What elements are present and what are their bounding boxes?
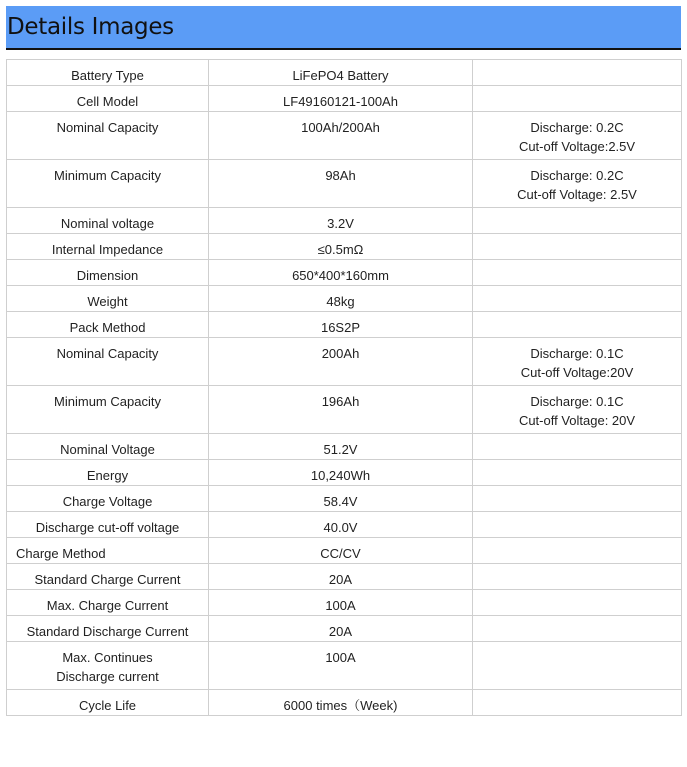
spec-label: Minimum Capacity <box>7 386 209 434</box>
note-line-discharge: Discharge: 0.2C <box>530 168 624 183</box>
spec-label: Charge Voltage <box>7 486 209 512</box>
spec-note <box>473 590 682 616</box>
spec-value: CC/CV <box>209 538 473 564</box>
spec-label: Nominal Capacity <box>7 338 209 386</box>
spec-value: 10,240Wh <box>209 460 473 486</box>
spec-label <box>7 642 209 690</box>
spec-value: 40.0V <box>209 512 473 538</box>
spec-note <box>473 460 682 486</box>
spec-label: Standard Charge Current <box>7 564 209 590</box>
spec-note <box>473 616 682 642</box>
spec-note <box>473 260 682 286</box>
spec-note <box>473 234 682 260</box>
spec-label: Nominal voltage <box>7 208 209 234</box>
spec-label: Minimum Capacity <box>7 160 209 208</box>
table-row-minimum-capacity-pack <box>7 386 682 434</box>
table-row-max-charge-current <box>7 590 682 616</box>
spec-note <box>473 690 682 716</box>
spec-note <box>473 486 682 512</box>
spec-value: 6000 times（Week) <box>209 690 473 716</box>
spec-value: 51.2V <box>209 434 473 460</box>
spec-value: ≤0.5mΩ <box>209 234 473 260</box>
spec-label: Internal Impedance <box>7 234 209 260</box>
spec-value: 58.4V <box>209 486 473 512</box>
section-title: Details Images <box>7 14 174 40</box>
spec-note <box>473 160 682 208</box>
spec-label: Weight <box>7 286 209 312</box>
table-row-energy <box>7 460 682 486</box>
table-row-internal-impedance <box>7 234 682 260</box>
section-header <box>6 6 681 50</box>
spec-value: 98Ah <box>209 160 473 208</box>
table-row-cycle-life <box>7 690 682 716</box>
spec-value: 196Ah <box>209 386 473 434</box>
table-row-nominal-voltage-cell <box>7 208 682 234</box>
spec-label: Charge Method <box>7 538 209 564</box>
spec-note <box>473 208 682 234</box>
spec-value: 100A <box>209 642 473 690</box>
table-row-standard-discharge-current <box>7 616 682 642</box>
spec-label: Energy <box>7 460 209 486</box>
spec-note <box>473 60 682 86</box>
table-row-charge-method <box>7 538 682 564</box>
table-row-minimum-capacity-cell <box>7 160 682 208</box>
note-line-discharge: Discharge: 0.1C <box>530 394 624 409</box>
spec-value: 48kg <box>209 286 473 312</box>
spec-note <box>473 86 682 112</box>
table-row-max-continuous-discharge-current <box>7 642 682 690</box>
spec-note <box>473 312 682 338</box>
spec-label: Dimension <box>7 260 209 286</box>
spec-value: LiFePO4 Battery <box>209 60 473 86</box>
spec-label: Cell Model <box>7 86 209 112</box>
spec-value: 100A <box>209 590 473 616</box>
spec-label: Nominal Capacity <box>7 112 209 160</box>
spec-note <box>473 112 682 160</box>
spec-note <box>473 564 682 590</box>
table-row-nominal-capacity-cell <box>7 112 682 160</box>
note-line-cutoff: Cut-off Voltage: 20V <box>518 413 636 428</box>
note-line-cutoff: Cut-off Voltage:20V <box>520 365 634 380</box>
table-row-weight <box>7 286 682 312</box>
spec-label: Nominal Voltage <box>7 434 209 460</box>
spec-value: 650*400*160mm <box>209 260 473 286</box>
spec-value: 3.2V <box>209 208 473 234</box>
table-row-battery-type <box>7 60 682 86</box>
note-line-discharge: Discharge: 0.1C <box>530 346 624 361</box>
spec-label: Standard Discharge Current <box>7 616 209 642</box>
note-line-discharge: Discharge: 0.2C <box>530 120 624 135</box>
table-row-discharge-cutoff-voltage <box>7 512 682 538</box>
spec-label: Pack Method <box>7 312 209 338</box>
spec-value: 20A <box>209 616 473 642</box>
spec-note <box>473 642 682 690</box>
spec-value: 100Ah/200Ah <box>209 112 473 160</box>
spec-label-line-1: Max. Continues <box>62 650 153 665</box>
specifications-table <box>6 59 682 716</box>
spec-note <box>473 386 682 434</box>
spec-value: 20A <box>209 564 473 590</box>
spec-note <box>473 434 682 460</box>
table-row-pack-method <box>7 312 682 338</box>
spec-value: 16S2P <box>209 312 473 338</box>
spec-value: 200Ah <box>209 338 473 386</box>
spec-label: Cycle Life <box>7 690 209 716</box>
spec-label-line-2: Discharge current <box>56 669 159 684</box>
spec-note <box>473 338 682 386</box>
spec-value: LF49160121-100Ah <box>209 86 473 112</box>
table-row-standard-charge-current <box>7 564 682 590</box>
spec-note <box>473 538 682 564</box>
spec-note <box>473 286 682 312</box>
table-row-nominal-capacity-pack <box>7 338 682 386</box>
note-line-cutoff: Cut-off Voltage: 2.5V <box>517 187 637 202</box>
spec-note <box>473 512 682 538</box>
note-line-cutoff: Cut-off Voltage:2.5V <box>518 139 636 154</box>
spec-label: Discharge cut-off voltage <box>7 512 209 538</box>
table-row-nominal-voltage-pack <box>7 434 682 460</box>
spec-label: Max. Charge Current <box>7 590 209 616</box>
table-row-dimension <box>7 260 682 286</box>
table-row-charge-voltage <box>7 486 682 512</box>
table-row-cell-model <box>7 86 682 112</box>
spec-label: Battery Type <box>7 60 209 86</box>
